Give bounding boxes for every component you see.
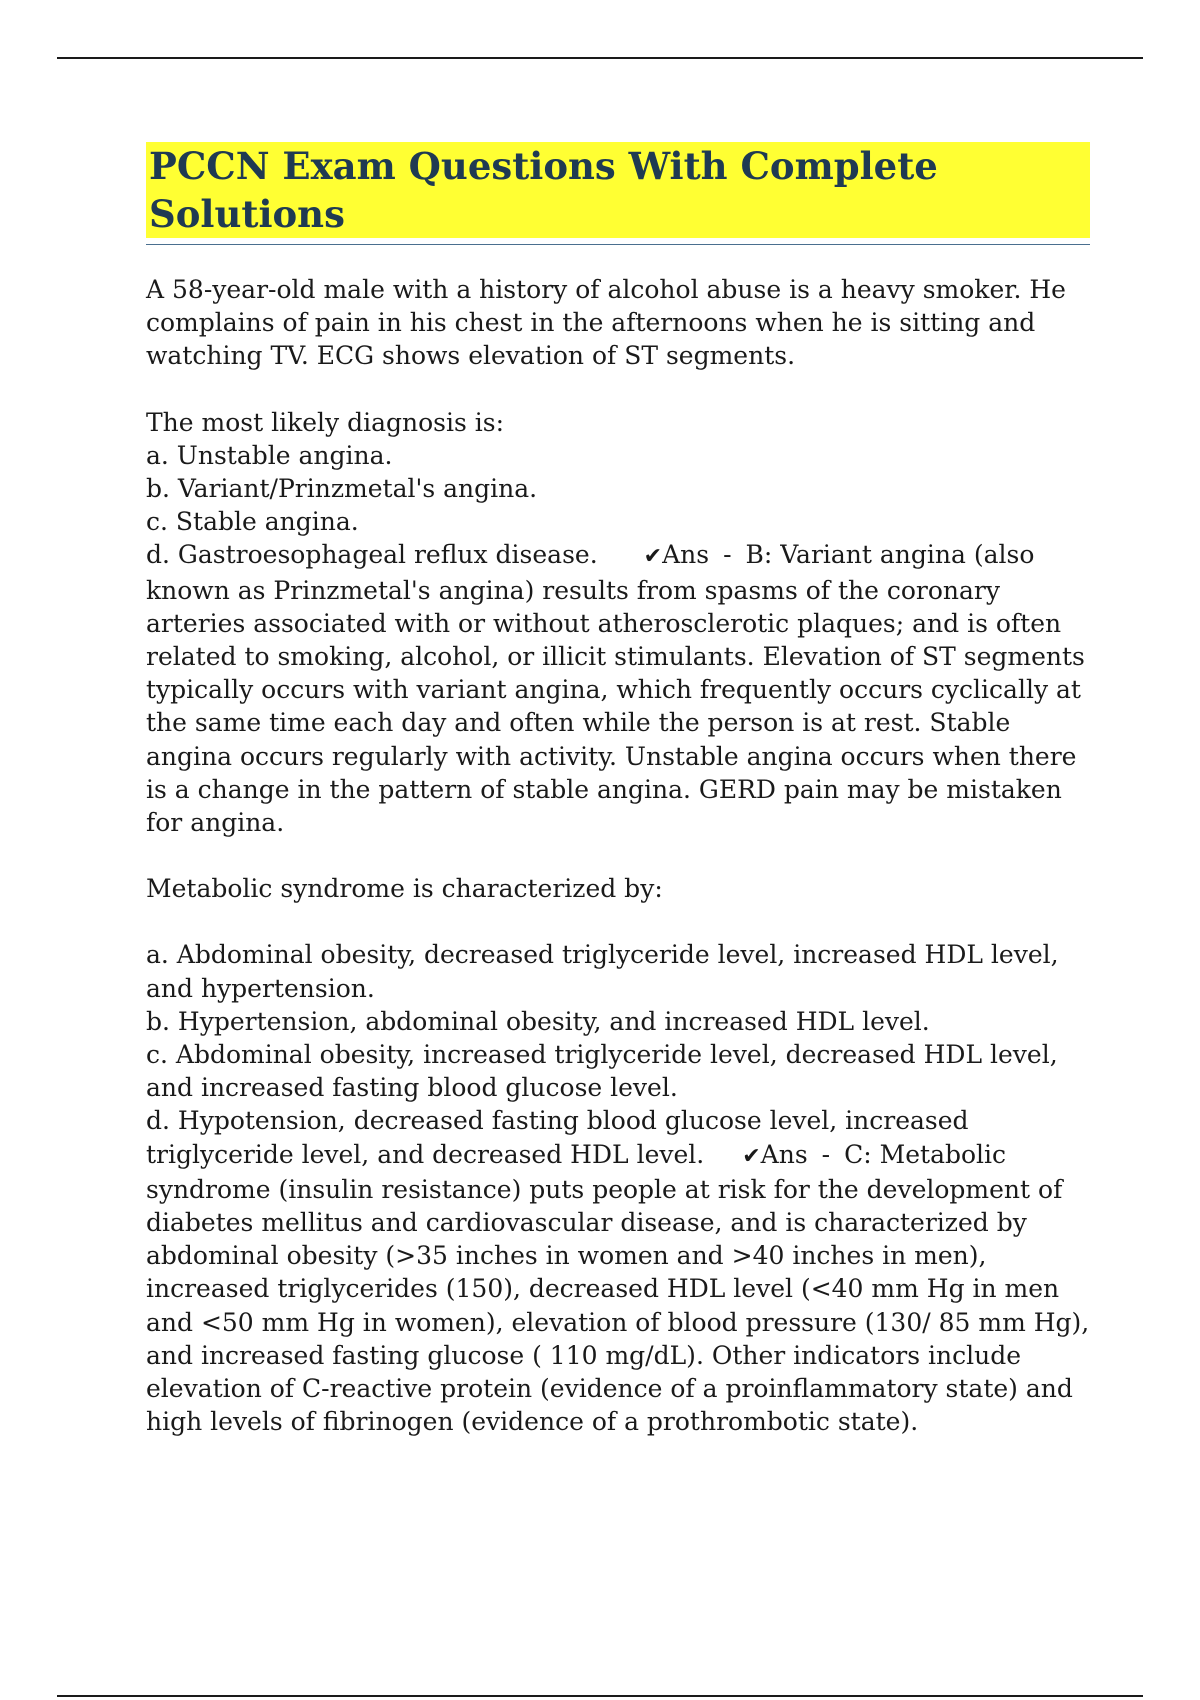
q1-option-d-with-answer: d. Gastroesophageal reflux disease. ✔Ans - B: Variant angina (also known as Prinzmetal's angina) results from spasms of the coronary arteries associated with or without atherosclerotic plaques; and is often related to smoking, alcohol, or illicit stimulants. Elevation of ST segments typically occurs with variant angina, which frequently occurs cyclically at the same time each day and often while the person is at rest. Stable angina occurs regularly with activity. Unstable angina occurs when there is a change in the pattern of stable angina. GERD pain may be mistaken for angina. [146,540,1085,838]
q2-answer-label: Ans [760,1139,808,1169]
q2-prompt: Metabolic syndrome is characterized by: [146,874,663,904]
q1-answer-label: Ans [662,540,710,570]
q2-option-d-with-answer: d. Hypotension, decreased fasting blood glucose level, increased triglyceride level, and decreased HDL level. ✔Ans - C: Metabolic syndrome (insulin resistance) puts people at risk for the development of diabetes mellitus and cardiovascular disease, and is characterized by abdominal obesity (>35 inches in women and >40 inches in men), increased triglycerides (150), decreased HDL level (<40 mm Hg in men and <50 mm Hg in women), elevation of blood pressure (130/ 85 mm Hg), and increased fasting glucose ( 110 mg/dL). Other indicators include elevation of C-reactive protein (evidence of a proinflammatory state) and high levels of fibrinogen (evidence of a prothrombotic state). [146,1106,1090,1437]
header-rule [57,57,1143,59]
document-body [146,142,1090,1439]
footer-rule [57,1695,1143,1697]
q1-prompt: The most likely diagnosis is: [146,407,505,437]
document-title: PCCN Exam Questions With Complete Solutions [146,142,1090,238]
q2-option-d: d. Hypotension, decreased fasting blood glucose level, increased triglyceride level, and decreased HDL level. [146,1106,969,1169]
q1-option-b: b. Variant/Prinzmetal's angina. [146,474,538,504]
q1-option-d: d. Gastroesophageal reflux disease. [146,540,598,570]
q1-stem: A 58-year-old male with a history of alcohol abuse is a heavy smoker. He complains of pain in his chest in the afternoons when he is sitting and watching TV. ECG shows elevation of ST segments. [146,275,1066,371]
q1-option-a: a. Unstable angina. [146,440,393,470]
q1-option-c: c. Stable angina. [146,507,359,537]
q2-answer-text: C: Metabolic syndrome (insulin resistance) puts people at risk for the development of diabetes mellitus and cardiovascular disease, and is characterized by abdominal obesity (>35 inches in women and >40 inches in men), increased triglycerides (150), decreased HDL level (<40 mm Hg in men and <50 mm Hg in women), elevation of blood pressure (130/ 85 mm Hg), and increased fasting glucose ( 110 mg/dL). Other indicators include elevation of C-reactive protein (evidence of a proinflammatory state) and high levels of fibrinogen (evidence of a prothrombotic state). [146,1139,1090,1437]
q2-option-b: b. Hypertension, abdominal obesity, and increased HDL level. [146,1006,930,1036]
checkmark-icon: ✔ [742,1143,761,1169]
q1-answer-text: B: Variant angina (also known as Prinzmetal's angina) results from spasms of the coronary arteries associated with or without atherosclerotic plaques; and is often related to smoking, alcohol, or illicit stimulants. Elevation of ST segments typically occurs with variant angina, which frequently occurs cyclically at the same time each day and often while the person is at rest. Stable angina occurs regularly with activity. Unstable angina occurs when there is a change in the pattern of stable angina. GERD pain may be mistaken for angina. [146,540,1085,838]
q2-option-a: a. Abdominal obesity, decreased triglyceride level, increased HDL level, and hypertension. [146,940,1059,1003]
title-block [146,142,1090,245]
q2-option-c: c. Abdominal obesity, increased triglyceride level, decreased HDL level, and increased fasting blood glucose level. [146,1040,1058,1103]
checkmark-icon: ✔ [643,544,663,570]
